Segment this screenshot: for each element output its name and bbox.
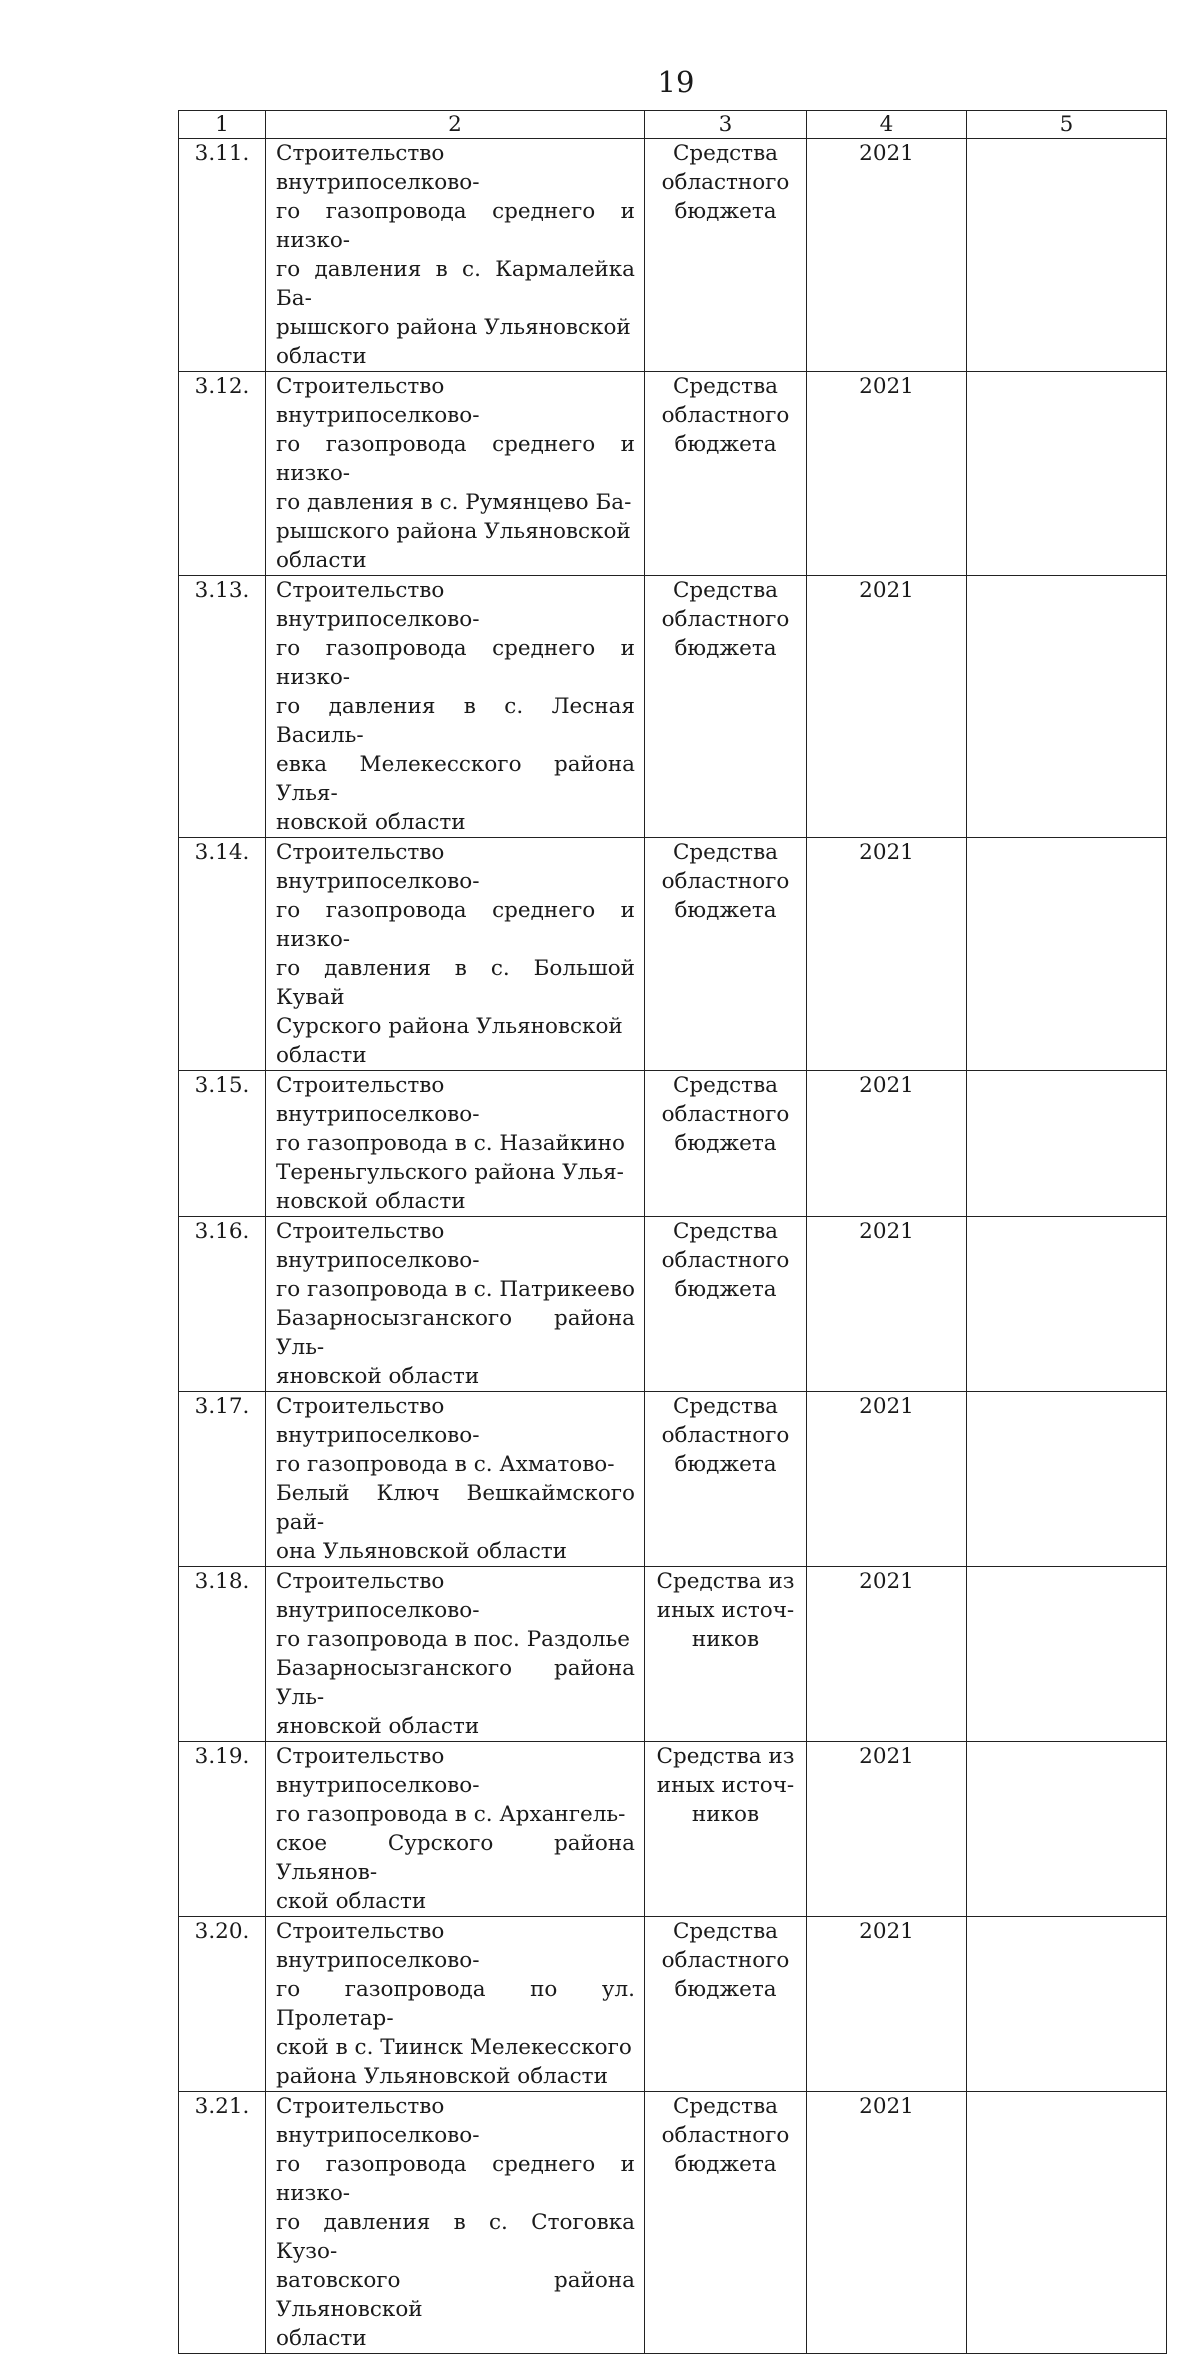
funding-source-cell <box>645 576 807 838</box>
item-name-cell <box>266 1217 645 1392</box>
funding-source-line: Средства <box>672 578 779 603</box>
funding-source-line: бюджета <box>674 1277 777 1302</box>
item-number-cell: 3.20. <box>179 1917 266 2092</box>
item-name-line: района Ульяновской области <box>276 2064 608 2089</box>
item-name-cell <box>266 838 645 1071</box>
item-name-line: Строительство внутрипоселково- <box>276 1219 480 1273</box>
table-row <box>179 1217 1167 1392</box>
item-name-line: яновской области <box>276 1714 480 1739</box>
funding-source-line: областного <box>661 869 790 894</box>
table-header-row <box>179 111 1167 139</box>
funding-source-cell <box>645 1392 807 1567</box>
item-name-line: го газопровода в с. Патрикеево <box>276 1277 635 1302</box>
item-name-line: Строительство внутрипоселково- <box>276 1919 480 1973</box>
column-header: 5 <box>967 111 1167 139</box>
item-number-cell: 3.13. <box>179 576 266 838</box>
year-cell: 2021 <box>807 372 967 576</box>
year-cell: 2021 <box>807 1567 967 1742</box>
note-cell <box>967 1567 1167 1742</box>
item-name-line: Строительство внутрипоселково- <box>276 374 480 428</box>
funding-source-line: бюджета <box>674 199 777 224</box>
item-number-cell: 3.12. <box>179 372 266 576</box>
item-name-line: рышского района Ульяновской <box>276 315 631 340</box>
item-name-line: Строительство внутрипоселково- <box>276 578 480 632</box>
item-number-cell: 3.16. <box>179 1217 266 1392</box>
column-header: 1 <box>179 111 266 139</box>
funding-source-cell <box>645 838 807 1071</box>
funding-source-line: областного <box>661 403 790 428</box>
funding-source-line: областного <box>661 1423 790 1448</box>
item-name-line: го газопровода в с. Ахматово- <box>276 1452 615 1477</box>
note-cell <box>967 1917 1167 2092</box>
note-cell <box>967 139 1167 372</box>
funding-source-cell <box>645 1567 807 1742</box>
item-name-line: Белый Ключ Вешкаймского рай- <box>276 1481 635 1535</box>
funding-source-line: областного <box>661 607 790 632</box>
funding-source-line: бюджета <box>674 2152 777 2177</box>
funding-source-line: бюджета <box>674 1977 777 2002</box>
item-name-line: Строительство внутрипоселково- <box>276 1394 480 1448</box>
item-name-line: яновской области <box>276 1364 480 1389</box>
item-name-line: Строительство внутрипоселково- <box>276 141 480 195</box>
funding-source-line: бюджета <box>674 432 777 457</box>
item-name-line: го газопровода среднего и низко- <box>276 898 635 952</box>
item-name-line: Строительство внутрипоселково- <box>276 1569 480 1623</box>
funding-source-cell <box>645 1071 807 1217</box>
item-name-cell <box>266 139 645 372</box>
note-cell <box>967 372 1167 576</box>
item-name-cell <box>266 576 645 838</box>
year-cell: 2021 <box>807 1917 967 2092</box>
note-cell <box>967 2092 1167 2354</box>
column-header: 3 <box>645 111 807 139</box>
item-number-cell: 3.11. <box>179 139 266 372</box>
funding-source-line: Средства <box>672 1219 779 1244</box>
note-cell <box>967 1392 1167 1567</box>
year-cell: 2021 <box>807 2092 967 2354</box>
note-cell <box>967 576 1167 838</box>
year-cell: 2021 <box>807 576 967 838</box>
funding-source-line: иных источ- <box>656 1598 795 1623</box>
item-name-line: Базарносызганского района Уль- <box>276 1656 635 1710</box>
funding-source-line: Средства <box>672 1073 779 1098</box>
funding-source-line: Средства <box>672 141 779 166</box>
funding-source-cell <box>645 1917 807 2092</box>
note-cell <box>967 838 1167 1071</box>
funding-source-line: бюджета <box>674 636 777 661</box>
item-name-line: новской области <box>276 810 466 835</box>
note-cell <box>967 1742 1167 1917</box>
note-cell <box>967 1071 1167 1217</box>
funding-source-cell <box>645 1742 807 1917</box>
funding-source-line: Средства <box>672 1394 779 1419</box>
year-cell: 2021 <box>807 139 967 372</box>
item-number-cell: 3.18. <box>179 1567 266 1742</box>
item-name-line: области <box>276 1043 367 1068</box>
item-name-line: ской в с. Тиинск Мелекесского <box>276 2035 632 2060</box>
year-cell: 2021 <box>807 1392 967 1567</box>
item-name-cell <box>266 372 645 576</box>
item-name-line: новской области <box>276 1189 466 1214</box>
item-name-line: она Ульяновской области <box>276 1539 567 1564</box>
item-name-line: го давления в с. Стоговка Кузо- <box>276 2210 635 2264</box>
table-row <box>179 1071 1167 1217</box>
year-cell: 2021 <box>807 1217 967 1392</box>
item-name-line: го газопровода в пос. Раздолье <box>276 1627 630 1652</box>
year-cell: 2021 <box>807 1742 967 1917</box>
funding-source-cell <box>645 139 807 372</box>
funding-source-cell <box>645 1217 807 1392</box>
funding-source-line: Средства из <box>656 1569 795 1594</box>
funding-source-line: областного <box>661 1102 790 1127</box>
item-name-line: го газопровода в с. Архангель- <box>276 1802 626 1827</box>
funding-source-line: бюджета <box>674 1131 777 1156</box>
item-name-line: Базарносызганского района Уль- <box>276 1306 635 1360</box>
item-number-cell: 3.17. <box>179 1392 266 1567</box>
item-name-line: го газопровода среднего и низко- <box>276 2152 635 2206</box>
item-name-cell <box>266 1742 645 1917</box>
funding-source-line: иных источ- <box>656 1773 795 1798</box>
item-name-line: евка Мелекесского района Улья- <box>276 752 635 806</box>
year-cell: 2021 <box>807 838 967 1071</box>
item-name-line: го давления в с. Кармалейка Ба- <box>276 257 635 311</box>
funding-source-line: областного <box>661 2123 790 2148</box>
year-cell: 2021 <box>807 1071 967 1217</box>
funding-source-cell <box>645 372 807 576</box>
item-number-cell: 3.15. <box>179 1071 266 1217</box>
item-name-line: ватовского района Ульяновской <box>276 2268 635 2322</box>
table-row <box>179 2092 1167 2354</box>
item-name-line: ское Сурского района Ульянов- <box>276 1831 635 1885</box>
funding-source-line: бюджета <box>674 1452 777 1477</box>
table-row <box>179 838 1167 1071</box>
funding-source-line: Средства <box>672 840 779 865</box>
item-name-line: Тереньгульского района Улья- <box>276 1160 624 1185</box>
item-name-line: рышского района Ульяновской <box>276 519 631 544</box>
funding-source-line: Средства <box>672 1919 779 1944</box>
item-name-line: Строительство внутрипоселково- <box>276 1073 480 1127</box>
column-header: 4 <box>807 111 967 139</box>
item-name-line: го газопровода среднего и низко- <box>276 636 635 690</box>
item-name-line: го газопровода по ул. Пролетар- <box>276 1977 635 2031</box>
table-row <box>179 1917 1167 2092</box>
item-name-line: ской области <box>276 1889 427 1914</box>
item-name-cell <box>266 1392 645 1567</box>
item-name-cell <box>266 1071 645 1217</box>
funding-source-line: ников <box>691 1802 760 1827</box>
funding-source-line: Средства <box>672 2094 779 2119</box>
table-row <box>179 372 1167 576</box>
item-name-line: области <box>276 2326 367 2351</box>
table-row <box>179 1742 1167 1917</box>
funding-source-line: областного <box>661 1248 790 1273</box>
funding-source-line: бюджета <box>674 898 777 923</box>
table-row <box>179 576 1167 838</box>
item-number-cell: 3.14. <box>179 838 266 1071</box>
table-row <box>179 1392 1167 1567</box>
item-name-line: го газопровода среднего и низко- <box>276 432 635 486</box>
column-header: 2 <box>266 111 645 139</box>
table-row <box>179 1567 1167 1742</box>
funding-source-line: Средства из <box>656 1744 795 1769</box>
item-name-cell <box>266 1567 645 1742</box>
funding-source-line: ников <box>691 1627 760 1652</box>
item-number-cell: 3.19. <box>179 1742 266 1917</box>
item-name-line: го давления в с. Лесная Василь- <box>276 694 635 748</box>
item-number-cell: 3.21. <box>179 2092 266 2354</box>
funding-source-line: областного <box>661 1948 790 1973</box>
funding-source-line: Средства <box>672 374 779 399</box>
funding-source-line: областного <box>661 170 790 195</box>
item-name-line: Строительство внутрипоселково- <box>276 1744 480 1798</box>
item-name-line: Строительство внутрипоселково- <box>276 840 480 894</box>
funding-source-cell <box>645 2092 807 2354</box>
item-name-line: го газопровода среднего и низко- <box>276 199 635 253</box>
item-name-line: Сурского района Ульяновской <box>276 1014 623 1039</box>
item-name-line: го давления в с. Большой Кувай <box>276 956 635 1010</box>
item-name-line: го давления в с. Румянцево Ба- <box>276 490 632 515</box>
item-name-line: области <box>276 344 367 369</box>
note-cell <box>967 1217 1167 1392</box>
table-row <box>179 139 1167 372</box>
item-name-cell <box>266 2092 645 2354</box>
item-name-cell <box>266 1917 645 2092</box>
page-number: 19 <box>657 65 695 99</box>
item-name-line: области <box>276 548 367 573</box>
program-table <box>178 110 1167 2354</box>
table-body <box>179 139 1167 2354</box>
item-name-line: го газопровода в с. Назайкино <box>276 1131 625 1156</box>
item-name-line: Строительство внутрипоселково- <box>276 2094 480 2148</box>
